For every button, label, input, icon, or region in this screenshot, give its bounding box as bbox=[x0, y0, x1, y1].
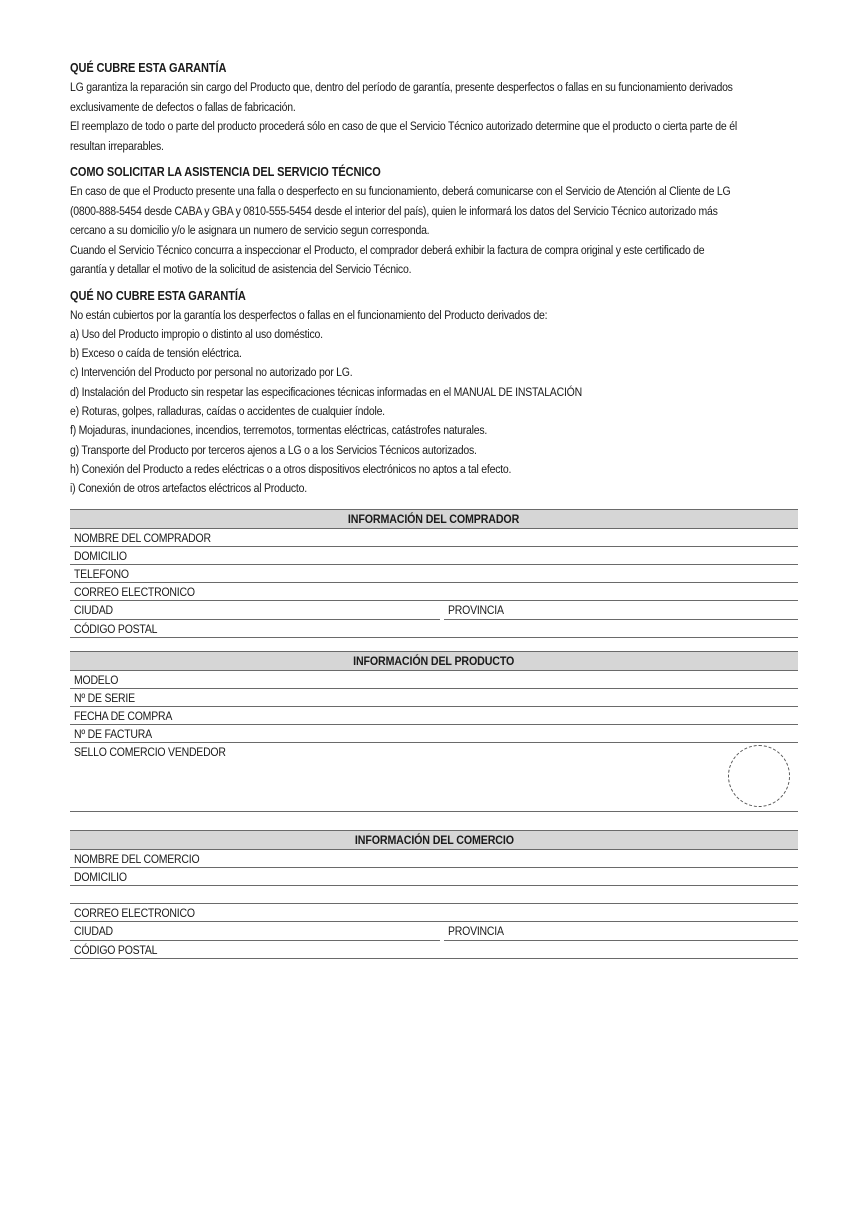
comprador-domicilio-field[interactable]: DOMICILIO bbox=[70, 547, 798, 565]
paragraph-line: (0800-888-5454 desde CABA y GBA y 0810-555-5454 desde el interior del país), quien le informará los datos del Servicio Técnico autorizado más bbox=[70, 203, 718, 218]
comercio-nombre-field[interactable]: NOMBRE DEL COMERCIO bbox=[70, 850, 798, 868]
list-item: d) Instalación del Producto sin respetar las especificaciones técnicas informadas en el MANUAL DE INSTALACIÓN bbox=[70, 384, 582, 399]
section-title: QUÉ NO CUBRE ESTA GARANTÍA bbox=[70, 287, 246, 303]
paragraph-line: En caso de que el Producto presente una falla o desperfecto en su funcionamiento, deberá comunicarse con el Servicio de Atención al Cliente de LG bbox=[70, 184, 731, 198]
list-item: f) Mojaduras, inundaciones, incendios, terremotos, tormentas eléctricas, catástrofes naturales. bbox=[70, 423, 488, 438]
paragraph-line: cercano a su domicilio y/o le asignara un numero de servicio segun corresponda. bbox=[70, 223, 430, 237]
warranty-text bbox=[70, 58, 798, 498]
list-item: a) Uso del Producto impropio o distinto al uso doméstico. bbox=[70, 326, 323, 341]
comprador-telefono-field[interactable]: TELEFONO bbox=[70, 565, 798, 583]
comercio-ciudad-provincia-row bbox=[70, 922, 798, 941]
comercio-domicilio-field[interactable]: DOMICILIO bbox=[70, 868, 798, 886]
paragraph-line: exclusivamente de defectos o fallas de fabricación. bbox=[70, 99, 296, 114]
section-title: QUÉ CUBRE ESTA GARANTÍA bbox=[70, 60, 227, 75]
section-que-cubre bbox=[70, 58, 798, 156]
producto-modelo-field[interactable]: MODELO bbox=[70, 671, 798, 689]
comercio-correo-field[interactable]: CORREO ELECTRONICO bbox=[70, 904, 798, 922]
table-header: INFORMACIÓN DEL COMERCIO bbox=[70, 830, 798, 850]
table-header: INFORMACIÓN DEL COMPRADOR bbox=[70, 509, 798, 529]
producto-factura-field[interactable]: Nº DE FACTURA bbox=[70, 725, 798, 743]
list-item: e) Roturas, golpes, ralladuras, caídas o accidentes de cualquier índole. bbox=[70, 403, 385, 418]
producto-serie-field[interactable]: Nº DE SERIE bbox=[70, 689, 798, 707]
paragraph-line: garantía y detallar el motivo de la solicitud de asistencia del Servicio Técnico. bbox=[70, 262, 412, 276]
comprador-correo-field[interactable]: CORREO ELECTRONICO bbox=[70, 583, 798, 601]
paragraph-line: El reemplazo de todo o parte del producto procederá sólo en caso de que el Servicio Técnico autorizado determine que el producto o cierta parte de él bbox=[70, 119, 737, 133]
list-item: h) Conexión del Producto a redes eléctricas o a otros dispositivos electrónicos no aptos a tal efecto. bbox=[70, 461, 512, 476]
paragraph-line: Cuando el Servicio Técnico concurra a inspeccionar el Producto, el comprador deberá exhibir la factura de compra original y este certificado de bbox=[70, 242, 705, 257]
paragraph-line: LG garantiza la reparación sin cargo del Producto que, dentro del período de garantía, presente desperfectos o fallas en su funcionamiento derivados bbox=[70, 80, 733, 94]
comercio-blank-field[interactable] bbox=[70, 886, 798, 904]
comercio-cp-field[interactable]: CÓDIGO POSTAL bbox=[70, 941, 798, 959]
comprador-ciudad-field[interactable]: CIUDAD bbox=[70, 601, 440, 620]
section-como-solicitar bbox=[70, 162, 798, 280]
producto-table bbox=[70, 651, 798, 812]
comprador-cp-field[interactable]: CÓDIGO POSTAL bbox=[70, 620, 798, 638]
stamp-circle bbox=[728, 745, 790, 807]
comprador-table bbox=[70, 509, 798, 638]
list-item: g) Transporte del Producto por terceros ajenos a LG o a los Servicios Técnicos autorizados. bbox=[70, 442, 477, 457]
section-title: COMO SOLICITAR LA ASISTENCIA DEL SERVICIO TÉCNICO bbox=[70, 164, 381, 179]
table-header: INFORMACIÓN DEL PRODUCTO bbox=[70, 651, 798, 671]
intro-line: No están cubiertos por la garantía los desperfectos o fallas en el funcionamiento del Producto derivados de: bbox=[70, 307, 548, 322]
comercio-provincia-field[interactable]: PROVINCIA bbox=[444, 922, 798, 941]
list-item: i) Conexión de otros artefactos eléctricos al Producto. bbox=[70, 481, 307, 496]
comprador-ciudad-provincia-row bbox=[70, 601, 798, 620]
comercio-ciudad-field[interactable]: CIUDAD bbox=[70, 922, 440, 941]
comercio-table bbox=[70, 830, 798, 959]
list-item: b) Exceso o caída de tensión eléctrica. bbox=[70, 346, 242, 361]
section-que-no-cubre bbox=[70, 286, 798, 499]
paragraph-line: resultan irreparables. bbox=[70, 138, 164, 153]
comprador-nombre-field[interactable]: NOMBRE DEL COMPRADOR bbox=[70, 529, 798, 547]
producto-sello-field[interactable]: SELLO COMERCIO VENDEDOR bbox=[70, 743, 798, 812]
comprador-provincia-field[interactable]: PROVINCIA bbox=[444, 601, 798, 620]
list-item: c) Intervención del Producto por personal no autorizado por LG. bbox=[70, 365, 353, 380]
producto-fecha-field[interactable]: FECHA DE COMPRA bbox=[70, 707, 798, 725]
